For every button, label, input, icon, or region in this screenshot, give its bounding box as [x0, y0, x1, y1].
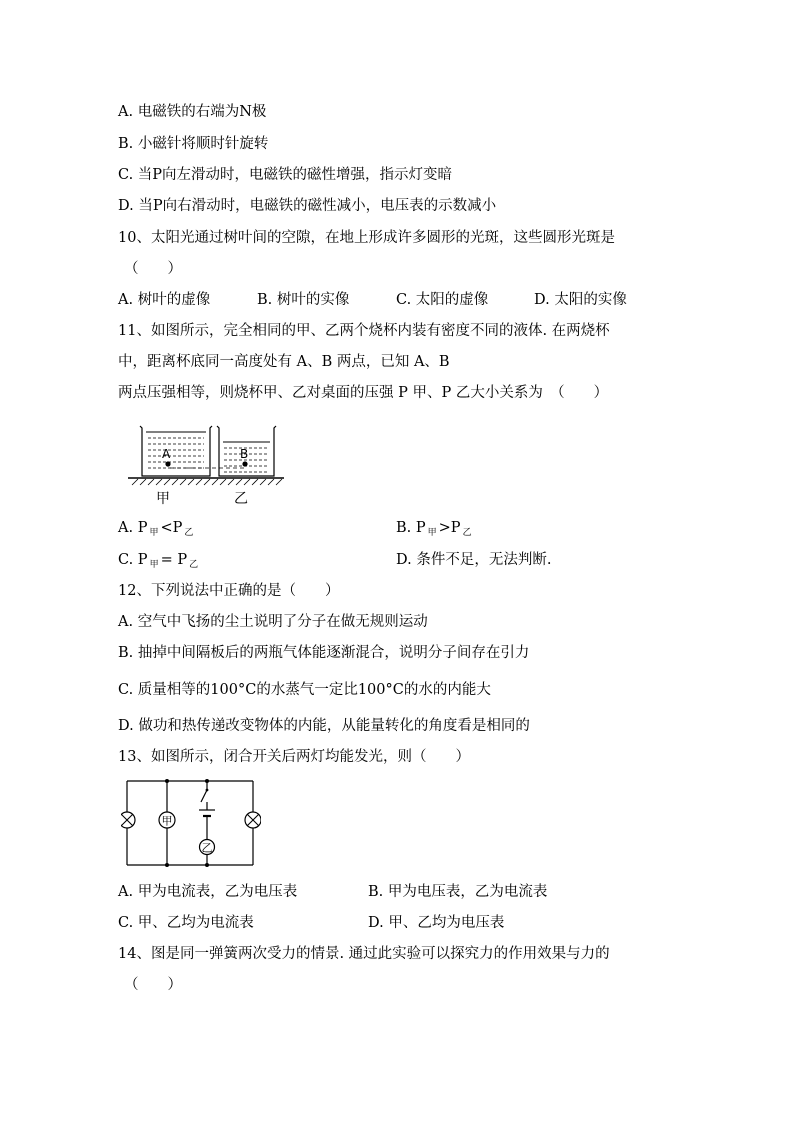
q13-option-d: D. 甲、乙均为电压表 — [368, 915, 505, 931]
q11-option-b — [396, 518, 474, 543]
meter-jia-icon — [159, 812, 175, 828]
meter-yi-icon — [200, 840, 215, 855]
beaker-jia-label: 甲 — [156, 491, 170, 507]
point-b-label: B — [240, 447, 249, 461]
q9-option-d: D. 当P向右滑动时，电磁铁的磁性减小，电压表的示数减小 — [118, 198, 497, 214]
switch-icon — [201, 789, 208, 802]
q9-option-a: A. 电磁铁的右端为N极 — [118, 104, 267, 120]
q11-option-d: D. 条件不足，无法判断. — [396, 552, 552, 568]
q11-option-a — [118, 518, 195, 543]
q13-option-c: C. 甲、乙均为电流表 — [118, 915, 254, 931]
q12-option-a: A. 空气中飞扬的尘土说明了分子在做无规则运动 — [118, 614, 428, 630]
q11-b-mid: >P — [438, 520, 461, 536]
q11-a-sub1: 甲 — [149, 528, 159, 538]
q11-b-sub2: 乙 — [462, 528, 472, 538]
meter-jia-label: 甲 — [161, 814, 173, 828]
q10-blank: （ ） — [124, 261, 182, 277]
q9-option-b: B. 小磁针将顺时针旋转 — [118, 136, 269, 152]
q14-blank: （ ） — [124, 977, 182, 993]
q13-option-a: A. 甲为电流表，乙为电压表 — [118, 884, 298, 900]
q11-stem-line2: 中，距离杯底同一高度处有 A、B 两点，已知 A、B — [118, 354, 450, 370]
q10-option-c: C. 太阳的虚像 — [396, 292, 489, 308]
q12-option-b: B. 抽掉中间隔板后的两瓶气体能逐渐混合，说明分子间存在引力 — [118, 645, 530, 661]
q11-stem-line1: 11、如图所示，完全相同的甲、乙两个烧杯内装有密度不同的液体. 在两烧杯 — [118, 323, 610, 339]
beakers-figure — [124, 416, 294, 508]
q12-option-d: D. 做功和热传递改变物体的内能，从能量转化的角度看是相同的 — [118, 718, 530, 734]
q14-stem: 14、图是同一弹簧两次受力的情景. 通过此实验可以探究力的作用效果与力的 — [118, 946, 610, 962]
point-a-label: A — [162, 447, 171, 461]
circuit-figure — [121, 776, 261, 868]
q11-b-sub1: 甲 — [427, 528, 437, 538]
q10-option-d: D. 太阳的实像 — [534, 292, 627, 308]
q11-option-c — [118, 550, 200, 575]
q12-stem: 12、下列说法中正确的是（ ） — [118, 583, 340, 599]
q12-option-c: C. 质量相等的100°C的水蒸气一定比100°C的水的内能大 — [118, 682, 491, 698]
q13-option-b: B. 甲为电压表，乙为电流表 — [368, 884, 548, 900]
table-surface — [128, 478, 284, 485]
q11-a-sub2: 乙 — [184, 528, 194, 538]
q11-c-sub1: 甲 — [149, 560, 159, 570]
q11-b-pre: B. P — [396, 520, 426, 536]
lamp-right-icon — [245, 812, 261, 828]
beaker-jia — [140, 426, 212, 476]
lamp-left-icon — [121, 812, 135, 828]
q9-option-c: C. 当P向左滑动时，电磁铁的磁性增强，指示灯变暗 — [118, 167, 453, 183]
q11-a-mid: <P — [160, 520, 183, 536]
q11-a-pre: A. P — [118, 520, 148, 536]
q10-stem: 10、太阳光通过树叶间的空隙，在地上形成许多圆形的光斑，这些圆形光斑是 — [118, 230, 615, 246]
meter-yi-label: 乙 — [201, 841, 213, 855]
q13-stem: 13、如图所示，闭合开关后两灯均能发光，则（ ） — [118, 749, 470, 765]
battery-icon — [199, 810, 215, 816]
beaker-yi-label: 乙 — [234, 491, 248, 507]
q11-stem-line3: 两点压强相等，则烧杯甲、乙对桌面的压强 P 甲、P 乙大小关系为 （ ） — [118, 385, 609, 401]
q11-c-pre: C. P — [118, 552, 148, 568]
q10-option-b: B. 树叶的实像 — [257, 292, 350, 308]
q11-c-sub2: 乙 — [189, 560, 199, 570]
q11-c-mid: = P — [160, 552, 188, 568]
q10-option-a: A. 树叶的虚像 — [118, 292, 211, 308]
